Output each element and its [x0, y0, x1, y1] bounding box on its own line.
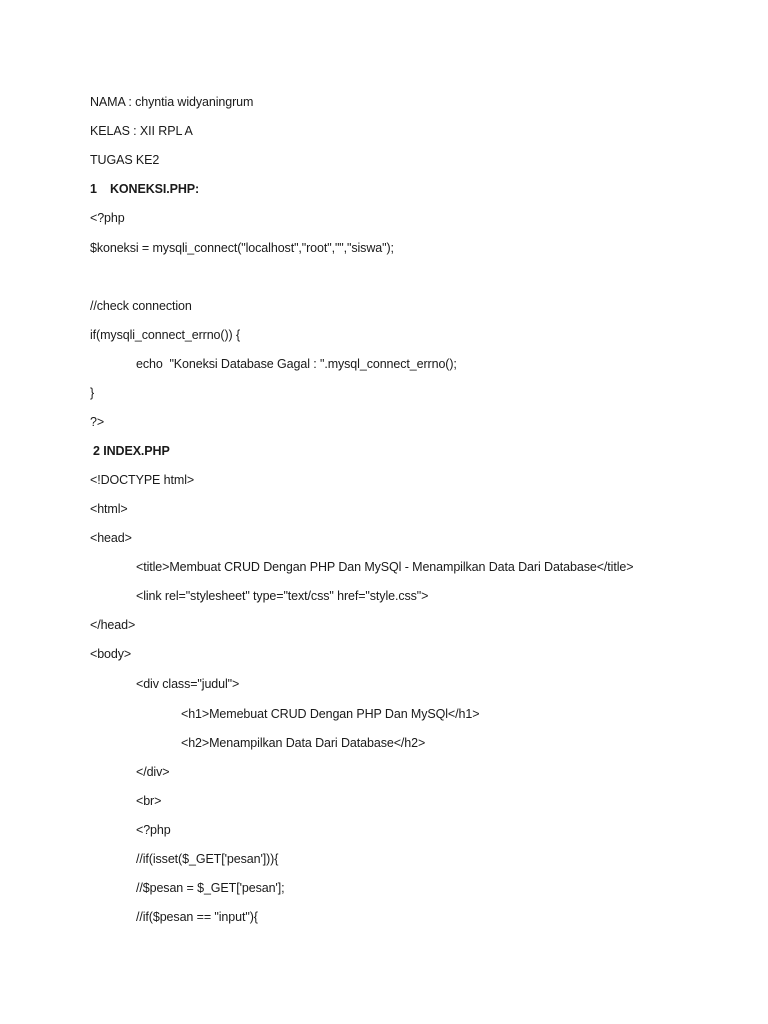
- section1-number: 1: [90, 182, 97, 196]
- code-line: <br>: [136, 794, 162, 808]
- task-label: TUGAS KE2: [90, 153, 160, 167]
- section2-heading: 2 INDEX.PHP: [93, 444, 170, 458]
- code-line: <body>: [90, 647, 132, 661]
- code-line: <div class="judul">: [136, 677, 240, 691]
- code-line: //check connection: [90, 299, 192, 313]
- code-line: //$pesan = $_GET['pesan'];: [136, 881, 285, 895]
- code-line: }: [90, 386, 95, 400]
- code-line: //if(isset($_GET['pesan'])){: [136, 852, 279, 866]
- section1-title: KONEKSI.PHP:: [110, 182, 200, 196]
- code-line: <html>: [90, 502, 128, 516]
- section1-heading: [90, 181, 199, 197]
- code-line: <h1>Memebuat CRUD Dengan PHP Dan MySQl</h1>: [181, 707, 480, 721]
- code-line: //if($pesan == "input"){: [136, 910, 258, 924]
- code-line: $koneksi = mysqli_connect("localhost","root","","siswa");: [90, 241, 394, 255]
- code-line: </head>: [90, 618, 136, 632]
- code-line: <link rel="stylesheet" type="text/css" href="style.css">: [136, 589, 429, 603]
- code-line: <?php: [136, 823, 171, 837]
- code-line: <?php: [90, 211, 125, 225]
- code-line: ?>: [90, 415, 105, 429]
- code-line: </div>: [136, 765, 170, 779]
- code-line: <head>: [90, 531, 132, 545]
- code-line: <title>Membuat CRUD Dengan PHP Dan MySQl - Menampilkan Data Dari Database</title>: [136, 560, 634, 574]
- student-name: NAMA : chyntia widyaningrum: [90, 95, 254, 109]
- code-line: echo "Koneksi Database Gagal : ".mysql_connect_errno();: [136, 357, 457, 371]
- student-class: KELAS : XII RPL A: [90, 124, 193, 138]
- code-line: if(mysqli_connect_errno()) {: [90, 328, 241, 342]
- code-line: <h2>Menampilkan Data Dari Database</h2>: [181, 736, 426, 750]
- code-line: <!DOCTYPE html>: [90, 473, 195, 487]
